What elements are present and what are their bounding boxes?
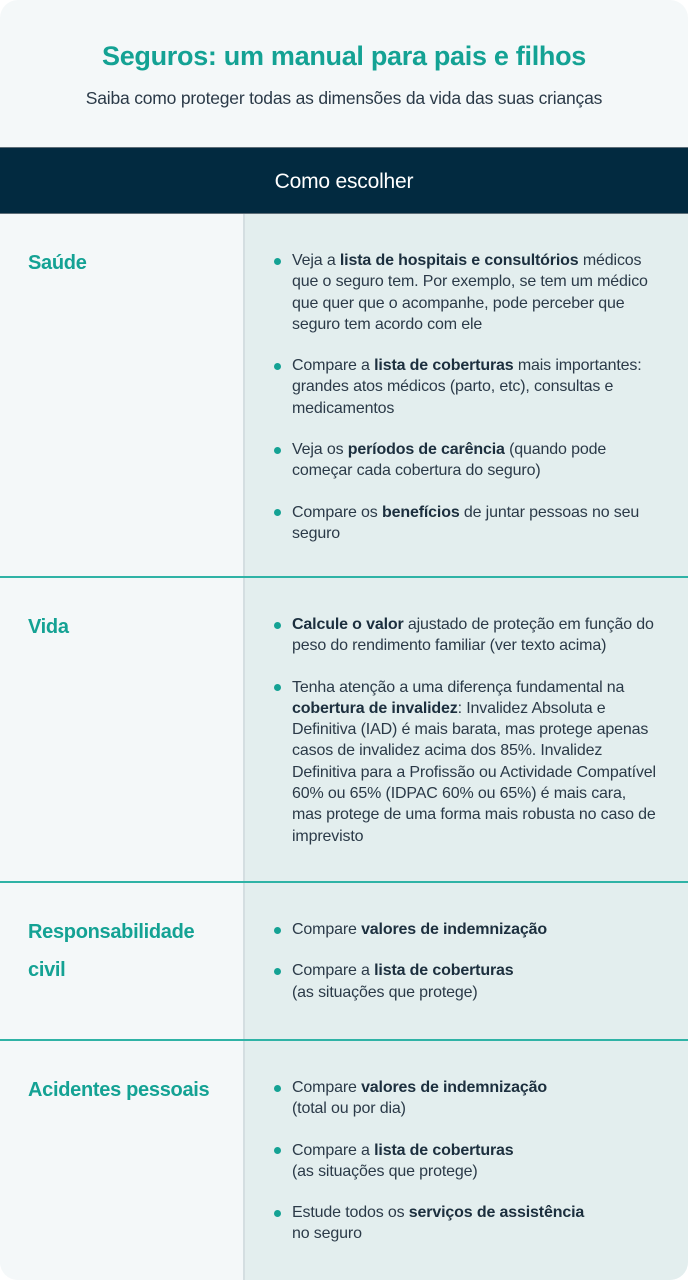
list-item-text xyxy=(292,355,658,419)
body-text: Estude todos os xyxy=(292,1204,409,1222)
list-item xyxy=(274,614,658,657)
body-text: Compare xyxy=(292,1079,362,1096)
bullet-dot-icon xyxy=(274,1147,281,1154)
row-category-label: Saúde xyxy=(0,214,245,576)
body-text: Compare a xyxy=(292,357,375,375)
list-item xyxy=(274,960,658,1003)
list-item xyxy=(274,1140,658,1183)
list-item xyxy=(274,919,658,940)
body-text: (as situações que protege) xyxy=(292,983,478,1001)
emphasis-text: valores de indemnização xyxy=(361,921,548,938)
list-item xyxy=(274,502,658,545)
bullet-dot-icon xyxy=(274,1210,281,1217)
body-text: (quando pode começar cada cobertura do seguro) xyxy=(292,441,607,480)
list-item xyxy=(274,1077,658,1120)
list-item-text xyxy=(292,502,658,545)
emphasis-text: cobertura de invalidez xyxy=(292,699,458,717)
row-category-label: Responsabilidade civil xyxy=(0,883,245,1039)
body-text: Tenha atenção a uma diferença fundamental na xyxy=(292,678,625,696)
list-item xyxy=(274,439,658,482)
body-text: Compare xyxy=(292,921,362,938)
body-text: Veja os xyxy=(292,441,348,459)
emphasis-text: períodos de carência xyxy=(347,441,505,459)
row-bullet-list xyxy=(245,578,688,881)
bullet-dot-icon xyxy=(274,684,281,691)
bullet-dot-icon xyxy=(274,622,281,629)
list-item-text xyxy=(292,439,658,482)
page-subtitle: Saiba como proteger todas as dimensões da vida das suas crianças xyxy=(85,88,603,108)
bullet-dot-icon xyxy=(274,447,281,454)
list-item xyxy=(274,677,658,847)
list-item-text xyxy=(292,1202,658,1245)
list-item-text xyxy=(292,250,658,335)
emphasis-text: lista de coberturas xyxy=(374,357,514,375)
row-category-label: Vida xyxy=(0,578,245,881)
table-row xyxy=(0,578,688,883)
row-bullet-list xyxy=(245,883,688,1039)
body-text: Compare a xyxy=(292,1141,375,1159)
list-item-text xyxy=(292,960,658,1003)
emphasis-text: serviços de assistência xyxy=(408,1204,585,1222)
body-text: Compare a xyxy=(292,962,375,980)
emphasis-text: valores de indemnização xyxy=(361,1079,548,1096)
emphasis-text: lista de coberturas xyxy=(374,962,514,980)
bullet-dot-icon xyxy=(274,968,281,975)
section-header-band: Como escolher xyxy=(0,147,688,214)
list-item xyxy=(274,1202,658,1245)
list-item-text xyxy=(292,1077,658,1120)
bullet-dot-icon xyxy=(274,363,281,370)
list-item-text xyxy=(292,919,658,940)
bullet-dot-icon xyxy=(274,258,281,265)
body-text: mais importantes: grandes atos médicos (parto, etc), consultas e medicamentos xyxy=(292,357,642,417)
body-text: médicos que o seguro tem. Por exemplo, se tem um médico que quer que o acompanhe, pode perceber que seguro tem acordo com ele xyxy=(292,252,648,333)
list-item xyxy=(274,250,658,335)
body-text: de juntar pessoas no seu seguro xyxy=(292,503,640,542)
body-text: Veja a xyxy=(292,252,340,269)
table-row xyxy=(0,1041,688,1280)
list-item-text xyxy=(292,677,658,847)
page-header xyxy=(0,0,688,147)
comparison-table xyxy=(0,214,688,1280)
table-row xyxy=(0,214,688,578)
row-bullet-list xyxy=(245,1041,688,1280)
row-category-label: Acidentes pessoais xyxy=(0,1041,245,1280)
body-text: (as situações que protege) xyxy=(292,1162,478,1180)
bullet-dot-icon xyxy=(274,927,281,934)
emphasis-text: lista de hospitais e consultórios xyxy=(339,252,579,269)
emphasis-text: benefícios xyxy=(381,503,460,521)
list-item xyxy=(274,355,658,419)
body-text: no seguro xyxy=(292,1225,362,1243)
row-bullet-list xyxy=(245,214,688,576)
body-text: Compare os xyxy=(292,503,382,521)
emphasis-text: lista de coberturas xyxy=(374,1141,514,1159)
emphasis-text: Calcule o valor xyxy=(292,616,404,633)
bullet-dot-icon xyxy=(274,1085,281,1092)
body-text: ajustado de proteção em função do peso do rendimento familiar (ver texto acima) xyxy=(292,616,654,655)
list-item-text xyxy=(292,1140,658,1183)
bullet-dot-icon xyxy=(274,509,281,516)
body-text: : Invalidez Absoluta e Definitiva (IAD) é mais barata, mas protege apenas casos de invalidez acima dos 85%. Invalidez Definitiva para a Profissão ou Actividade Compatível 60% ou 65% (IDPAC 60% ou 65%) é mais cara, mas protege de uma forma mais robusta no caso de imprevisto xyxy=(292,699,656,845)
page-title: Seguros: um manual para pais e filhos xyxy=(101,41,587,71)
list-item-text xyxy=(292,614,658,657)
table-row xyxy=(0,883,688,1041)
body-text: (total ou por dia) xyxy=(292,1100,406,1118)
